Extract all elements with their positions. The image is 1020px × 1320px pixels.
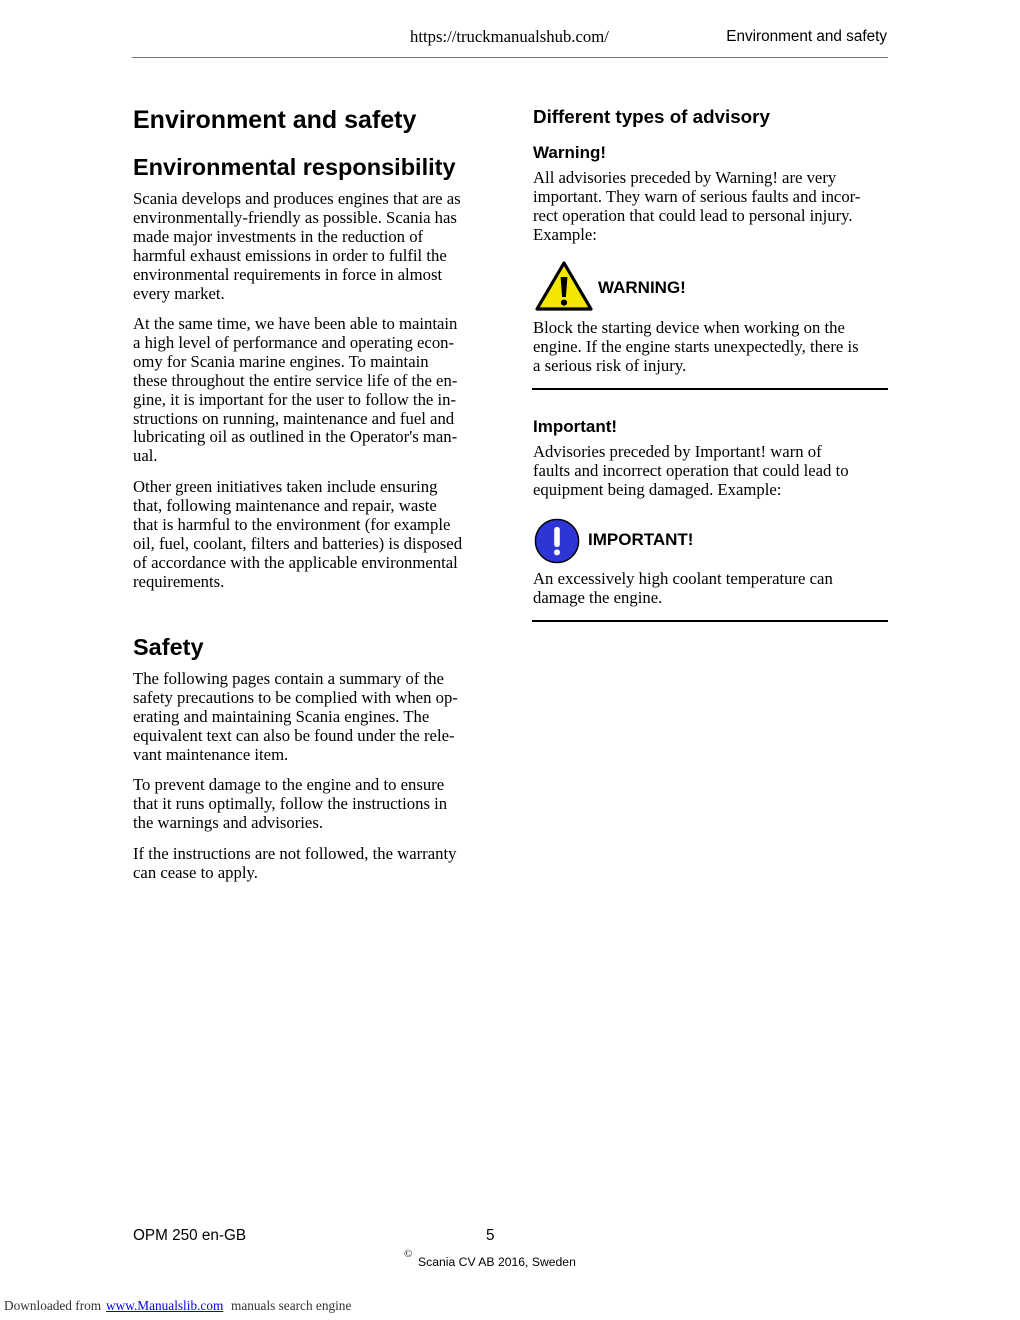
manualslib-link[interactable]: www.Manualslib.com [106, 1298, 224, 1313]
environmental-paragraph-2: At the same time, we have been able to maintain a high level of performance and operating econ- omy for Scania marine engines. To maintain these throughout the entire service life of the en- gine, it is important for the user to follow the in- structions on running, maintenance and fuel and lubricating oil as outlined in the Operator's man- ual. [133, 314, 458, 466]
safety-paragraph-1: The following pages contain a summary of the safety precautions to be complied with when op- erating and maintaining Scania engines. The equivalent text can also be found under the rele- vant maintenance item. [133, 669, 458, 764]
copyright-text: Scania CV AB 2016, Sweden [418, 1255, 576, 1269]
important-circle-icon [534, 518, 580, 564]
important-exclamation-dot [554, 549, 560, 555]
advisory-types-heading: Different types of advisory [533, 106, 770, 127]
environmental-paragraph-3: Other green initiatives taken include ensuring that, following maintenance and repair, waste that is harmful to the environment (for example oil, fuel, coolant, filters and batteries) is disposed of accordance with the applicable environmental requirements. [133, 477, 463, 591]
copyright-symbol: © [404, 1248, 413, 1260]
important-label: IMPORTANT! [588, 530, 694, 549]
warning-intro-paragraph: All advisories preceded by Warning! are very important. They warn of serious faults and incor- rect operation that could lead to personal injury. Example: [533, 168, 861, 244]
warning-label: WARNING! [598, 278, 686, 297]
download-note-prefix: Downloaded from [4, 1298, 102, 1313]
warning-section-divider [532, 388, 888, 390]
warning-exclamation-dot [561, 300, 567, 306]
environmental-paragraph-1: Scania develops and produces engines that are as environmentally-friendly as possible. Scania has made major investments in the reduction of harmful exhaust emissions in order to fulfil the environmental requirements in force in almost every market. [133, 189, 461, 303]
document-code: OPM 250 en-GB [133, 1227, 247, 1244]
page-number: 5 [486, 1227, 495, 1244]
warning-triangle-icon [535, 260, 593, 313]
warning-subheading: Warning! [533, 143, 607, 162]
safety-paragraph-2: To prevent damage to the engine and to ensure that it runs optimally, follow the instructions in the warnings and advisories. [133, 775, 448, 832]
header-divider [132, 57, 888, 58]
important-example-paragraph: An excessively high coolant temperature can damage the engine. [533, 569, 833, 607]
page-title: Environment and safety [133, 106, 417, 134]
header-section-title: Environment and safety [726, 28, 887, 45]
safety-heading: Safety [133, 634, 204, 660]
important-intro-paragraph: Advisories preceded by Important! warn of faults and incorrect operation that could lead to equipment being damaged. Example: [533, 442, 849, 499]
important-subheading: Important! [533, 417, 618, 436]
important-section-divider [532, 620, 888, 622]
environmental-responsibility-heading: Environmental responsibility [133, 154, 456, 180]
important-exclamation-bar [554, 527, 560, 547]
header-url: https://truckmanualshub.com/ [410, 27, 609, 46]
safety-paragraph-3: If the instructions are not followed, the warranty can cease to apply. [133, 844, 457, 882]
warning-example-paragraph: Block the starting device when working on the engine. If the engine starts unexpectedly, there is a serious risk of injury. [533, 318, 859, 375]
download-note-suffix: manuals search engine [231, 1298, 352, 1313]
